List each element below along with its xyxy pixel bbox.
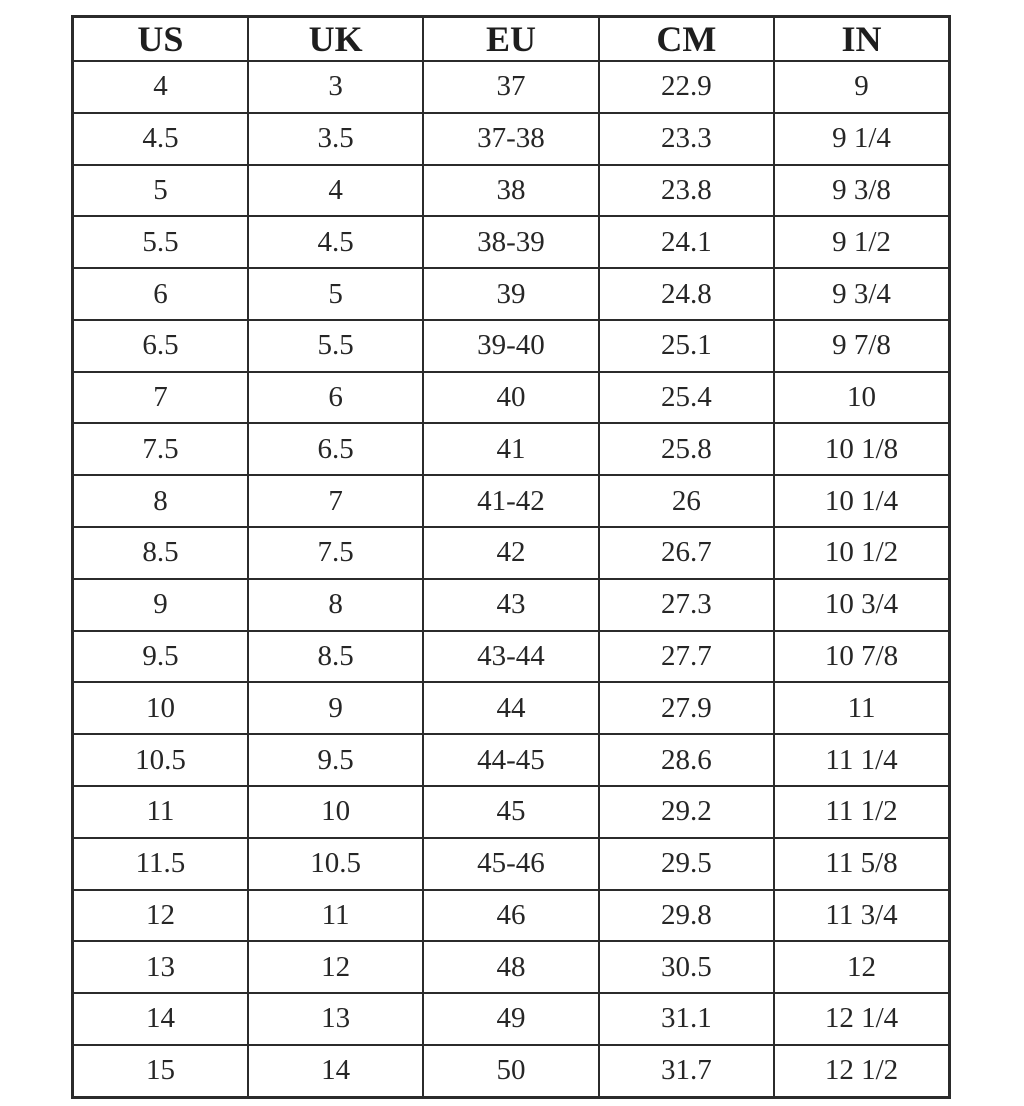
cell-cm: 30.5: [599, 941, 774, 993]
cell-eu: 38-39: [423, 216, 598, 268]
cell-uk: 3: [248, 61, 423, 113]
cell-cm: 28.6: [599, 734, 774, 786]
cell-cm: 22.9: [599, 61, 774, 113]
cell-us: 7.5: [73, 423, 248, 475]
cell-eu: 39: [423, 268, 598, 320]
cell-cm: 31.7: [599, 1045, 774, 1098]
cell-in: 12 1/4: [774, 993, 949, 1045]
cell-eu: 40: [423, 372, 598, 424]
table-row: [73, 165, 950, 217]
cell-us: 12: [73, 890, 248, 942]
cell-in: 11 1/2: [774, 786, 949, 838]
cell-in: 11 5/8: [774, 838, 949, 890]
cell-uk: 7: [248, 475, 423, 527]
cell-eu: 37: [423, 61, 598, 113]
cell-cm: 26.7: [599, 527, 774, 579]
cell-uk: 11: [248, 890, 423, 942]
cell-us: 11.5: [73, 838, 248, 890]
cell-uk: 5.5: [248, 320, 423, 372]
cell-eu: 44: [423, 682, 598, 734]
cell-eu: 46: [423, 890, 598, 942]
cell-eu: 42: [423, 527, 598, 579]
cell-in: 9: [774, 61, 949, 113]
table-row: [73, 113, 950, 165]
table-row: [73, 993, 950, 1045]
cell-eu: 45-46: [423, 838, 598, 890]
cell-cm: 24.1: [599, 216, 774, 268]
table-row: [73, 216, 950, 268]
cell-in: 11 1/4: [774, 734, 949, 786]
cell-eu: 45: [423, 786, 598, 838]
table-row: [73, 786, 950, 838]
cell-eu: 43: [423, 579, 598, 631]
cell-us: 5: [73, 165, 248, 217]
cell-us: 9.5: [73, 631, 248, 683]
cell-uk: 8: [248, 579, 423, 631]
cell-in: 12 1/2: [774, 1045, 949, 1098]
cell-cm: 25.4: [599, 372, 774, 424]
header-in: IN: [774, 17, 949, 62]
cell-eu: 39-40: [423, 320, 598, 372]
table-row: [73, 268, 950, 320]
cell-cm: 27.9: [599, 682, 774, 734]
cell-in: 11: [774, 682, 949, 734]
cell-cm: 27.3: [599, 579, 774, 631]
cell-us: 8.5: [73, 527, 248, 579]
header-row: [73, 17, 950, 62]
cell-cm: 27.7: [599, 631, 774, 683]
cell-in: 9 3/8: [774, 165, 949, 217]
table-row: [73, 475, 950, 527]
cell-us: 6: [73, 268, 248, 320]
cell-uk: 14: [248, 1045, 423, 1098]
cell-eu: 49: [423, 993, 598, 1045]
cell-us: 7: [73, 372, 248, 424]
table-row: [73, 682, 950, 734]
cell-cm: 26: [599, 475, 774, 527]
cell-in: 10: [774, 372, 949, 424]
table-row: [73, 527, 950, 579]
cell-eu: 37-38: [423, 113, 598, 165]
table-row: [73, 320, 950, 372]
header-uk: UK: [248, 17, 423, 62]
cell-cm: 29.5: [599, 838, 774, 890]
cell-us: 8: [73, 475, 248, 527]
cell-cm: 25.8: [599, 423, 774, 475]
cell-cm: 29.2: [599, 786, 774, 838]
cell-eu: 43-44: [423, 631, 598, 683]
cell-us: 5.5: [73, 216, 248, 268]
header-cm: CM: [599, 17, 774, 62]
shoe-size-table: [71, 15, 951, 1099]
cell-us: 15: [73, 1045, 248, 1098]
cell-uk: 7.5: [248, 527, 423, 579]
cell-uk: 10: [248, 786, 423, 838]
cell-uk: 3.5: [248, 113, 423, 165]
table-row: [73, 631, 950, 683]
cell-uk: 5: [248, 268, 423, 320]
cell-us: 10.5: [73, 734, 248, 786]
cell-cm: 23.3: [599, 113, 774, 165]
cell-uk: 13: [248, 993, 423, 1045]
cell-uk: 9: [248, 682, 423, 734]
cell-us: 4.5: [73, 113, 248, 165]
cell-eu: 44-45: [423, 734, 598, 786]
cell-in: 9 7/8: [774, 320, 949, 372]
cell-cm: 29.8: [599, 890, 774, 942]
cell-eu: 41: [423, 423, 598, 475]
cell-uk: 6: [248, 372, 423, 424]
cell-uk: 9.5: [248, 734, 423, 786]
cell-cm: 31.1: [599, 993, 774, 1045]
cell-us: 10: [73, 682, 248, 734]
cell-in: 10 1/2: [774, 527, 949, 579]
cell-eu: 38: [423, 165, 598, 217]
table-row: [73, 890, 950, 942]
cell-in: 10 1/4: [774, 475, 949, 527]
cell-in: 10 7/8: [774, 631, 949, 683]
table-row: [73, 838, 950, 890]
cell-us: 4: [73, 61, 248, 113]
cell-uk: 6.5: [248, 423, 423, 475]
cell-cm: 25.1: [599, 320, 774, 372]
table-row: [73, 61, 950, 113]
table-row: [73, 1045, 950, 1098]
cell-uk: 12: [248, 941, 423, 993]
cell-eu: 50: [423, 1045, 598, 1098]
cell-uk: 4.5: [248, 216, 423, 268]
table-body: [73, 61, 950, 1098]
cell-cm: 23.8: [599, 165, 774, 217]
table-row: [73, 734, 950, 786]
cell-uk: 8.5: [248, 631, 423, 683]
header-us: US: [73, 17, 248, 62]
cell-in: 10 1/8: [774, 423, 949, 475]
cell-uk: 10.5: [248, 838, 423, 890]
cell-eu: 48: [423, 941, 598, 993]
cell-in: 11 3/4: [774, 890, 949, 942]
cell-us: 9: [73, 579, 248, 631]
cell-in: 9 1/4: [774, 113, 949, 165]
cell-us: 11: [73, 786, 248, 838]
cell-us: 13: [73, 941, 248, 993]
cell-in: 9 1/2: [774, 216, 949, 268]
table-row: [73, 941, 950, 993]
cell-in: 12: [774, 941, 949, 993]
cell-cm: 24.8: [599, 268, 774, 320]
table-row: [73, 372, 950, 424]
cell-us: 14: [73, 993, 248, 1045]
cell-eu: 41-42: [423, 475, 598, 527]
cell-in: 10 3/4: [774, 579, 949, 631]
cell-us: 6.5: [73, 320, 248, 372]
table-row: [73, 579, 950, 631]
header-eu: EU: [423, 17, 598, 62]
cell-in: 9 3/4: [774, 268, 949, 320]
cell-uk: 4: [248, 165, 423, 217]
table-row: [73, 423, 950, 475]
